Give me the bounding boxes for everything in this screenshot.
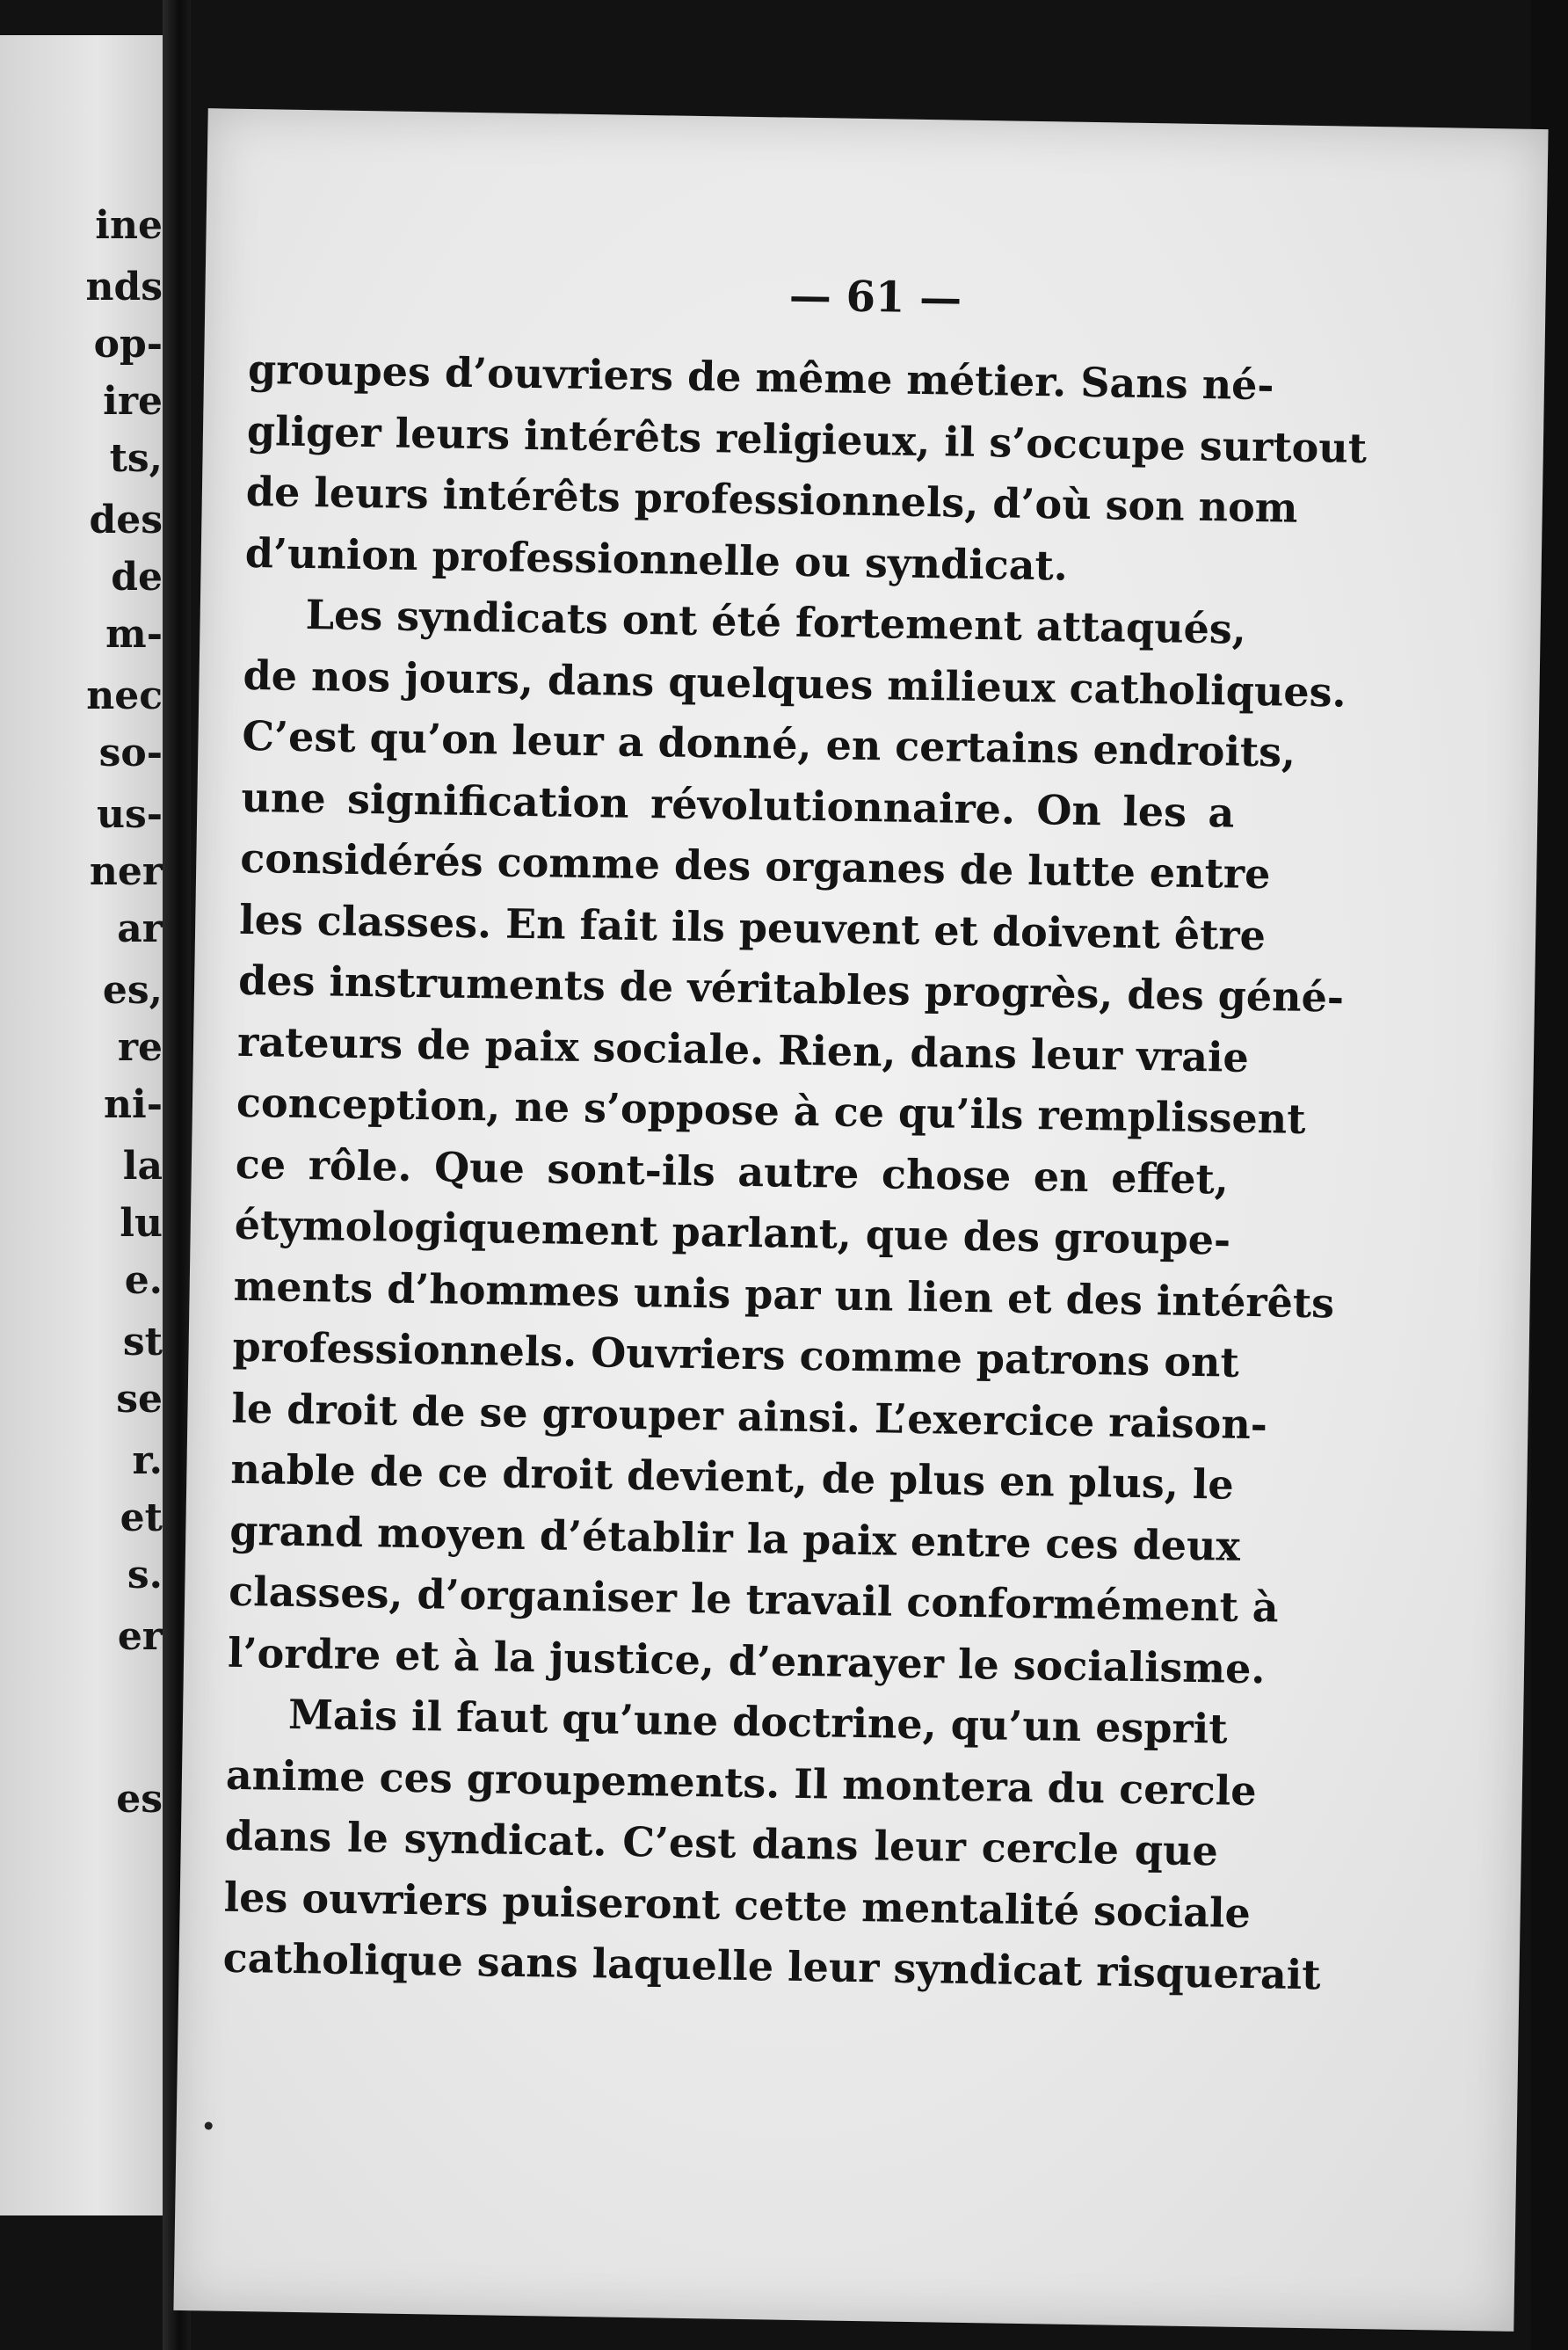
left-page-fragment: nec [86,673,163,718]
left-page-fragment: m- [105,612,163,657]
left-page-fragment: es [116,1777,163,1822]
text-line: le droit de se grouper ainsi. L’exercice raison- [231,1384,1268,1448]
left-page-fragment: des [89,498,163,542]
text-line: catholique sans laquelle leur syndicat risquerait [222,1933,1321,1999]
text-line: considérés comme des organes de lutte entre [239,833,1271,899]
text-line: des instruments de véritables progrès, des géné- [237,956,1345,1022]
text-line: dans le syndicat. C’est dans leur cercle que [224,1811,1219,1875]
left-page-fragment: ine [95,203,163,248]
left-page-fragment: ts, [109,436,163,481]
text-line: professionnels. Ouvriers comme patrons ont [232,1322,1240,1386]
text-line: étymologiquement parlant, que des groupe- [234,1200,1231,1264]
text-line: d’union professionnelle ou syndicat. [244,528,1069,590]
left-page-fragment: s. [127,1553,163,1597]
text-line: Les syndicats ont été fortement attaqués, [305,590,1247,653]
left-page-edge [0,35,163,2215]
left-page-fragment: lu [120,1201,163,1246]
text-line: anime ces groupements. Il montera du cercle [225,1750,1257,1815]
left-page-fragment: r. [132,1438,163,1483]
left-page-fragment: e. [124,1258,163,1303]
left-page-fragment: se [116,1377,163,1422]
body-text [222,339,1368,2004]
left-page-fragment: ner [89,849,163,894]
text-line: Mais il faut qu’une doctrine, qu’un esprit [287,1690,1228,1753]
left-page-fragment: la [122,1144,163,1189]
paragraph [244,339,1368,600]
text-line: les ouvriers puiseront cette mentalité sociale [223,1873,1252,1937]
left-page-fragment: us- [96,792,163,837]
left-page-fragment: ni- [104,1082,163,1127]
left-page-fragment: ire [103,379,163,424]
paragraph [227,584,1347,1699]
left-page-fragment: st [122,1320,163,1364]
text-line: les classes. En fait ils peuvent et doivent être [238,895,1267,959]
left-page-fragment: so- [98,731,163,775]
text-line: de leurs intérêts professionnels, d’où son nom [245,467,1298,532]
text-line: gliger leurs intérêts religieux, il s’occupe surtout [246,406,1368,472]
left-page-fragment: op- [93,322,163,367]
text-line: classes, d’organiser le travail conformément à [228,1567,1280,1632]
ink-spot [205,2121,213,2129]
text-line: de nos jours, dans quelques milieux catholiques. [243,651,1347,717]
paragraph [222,1684,1321,2004]
text-line: l’ordre et à la justice, d’enrayer le socialisme. [227,1628,1266,1692]
left-page-fragment: de [111,555,163,600]
text-line: nable de ce droit devient, de plus en plus, le [230,1444,1235,1509]
text-line: une signification révolutionnaire. On les a [241,773,1235,837]
left-page-fragment: es, [102,968,163,1013]
text-line: ce rôle. Que sont-ils autre chose en effet, [235,1139,1230,1204]
text-line: C’est qu’on leur a donné, en certains endroits, [242,711,1296,776]
left-page-fragment: ar [117,906,163,951]
left-page-fragment: nds [85,265,163,309]
text-line: ments d’hommes unis par un lien et des intérêts [233,1262,1335,1327]
left-page-fragment: et [120,1495,163,1540]
left-page-fragment: re [117,1025,163,1070]
text-line: conception, ne s’oppose à ce qu’ils remplissent [236,1078,1306,1143]
book-page [173,108,1548,2332]
left-page-fragment: er [117,1614,163,1659]
text-line: groupes d’ouvriers de même métier. Sans né- [247,345,1274,410]
text-line: rateurs de paix sociale. Rien, dans leur vraie [236,1017,1250,1081]
page-number: — 61 — [788,271,962,324]
text-line: grand moyen d’établir la paix entre ces deux [229,1506,1241,1570]
